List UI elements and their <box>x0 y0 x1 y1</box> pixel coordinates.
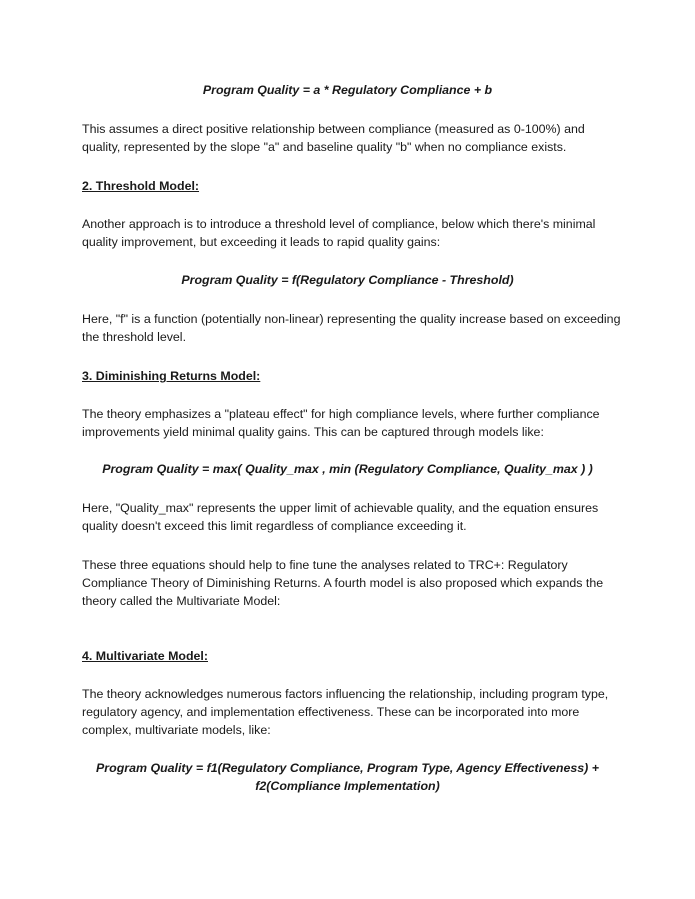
paragraph-diminishing-explain: Here, "Quality_max" represents the upper limit of achievable quality, and the equation ensures quality doesn't exceed this limit regardless of compliance exceeding it. <box>82 501 599 533</box>
equation-multivariate-line-1: Program Quality = f1(Regulatory Compliance, Program Type, Agency Effectiveness) + <box>96 761 599 775</box>
equation-threshold: Program Quality = f(Regulatory Compliance - Threshold) <box>181 273 514 287</box>
equation-linear: Program Quality = a * Regulatory Compliance + b <box>202 83 493 97</box>
paragraph-threshold-intro: Another approach is to introduce a threshold level of compliance, below which there's minimal quality improvement, but exceeding it leads to rapid quality gains: <box>82 217 596 249</box>
heading-diminishing-returns-model: 3. Diminishing Returns Model: <box>82 369 261 383</box>
equation-diminishing: Program Quality = max( Quality_max , min (Regulatory Compliance, Quality_max ) ) <box>102 462 593 476</box>
heading-multivariate-model: 4. Multivariate Model: <box>82 649 208 663</box>
paragraph-summary: These three equations should help to fine tune the analyses related to TRC+: Regulatory Compliance Theory of Diminishing Returns. A fourth model is also proposed which expands the theory called the Multivariate Model: <box>82 558 604 608</box>
paragraph-multivariate-intro: The theory acknowledges numerous factors influencing the relationship, including program type, regulatory agency, and implementation effectiveness. These can be incorporated into more complex, multivariate models, like: <box>82 687 609 737</box>
equation-multivariate-line-2: f2(Compliance Implementation) <box>255 779 440 793</box>
paragraph-linear: This assumes a direct positive relationship between compliance (measured as 0-100%) and quality, represented by the slope "a" and baseline quality "b" when no compliance exists. <box>82 122 585 154</box>
heading-threshold-model: 2. Threshold Model: <box>82 179 200 193</box>
paragraph-diminishing-intro: The theory emphasizes a "plateau effect" for high compliance levels, where further compliance improvements yield minimal quality gains. This can be captured through models like: <box>82 407 600 439</box>
paragraph-threshold-explain: Here, "f" is a function (potentially non-linear) representing the quality increase based on exceeding the threshold level. <box>82 312 621 344</box>
